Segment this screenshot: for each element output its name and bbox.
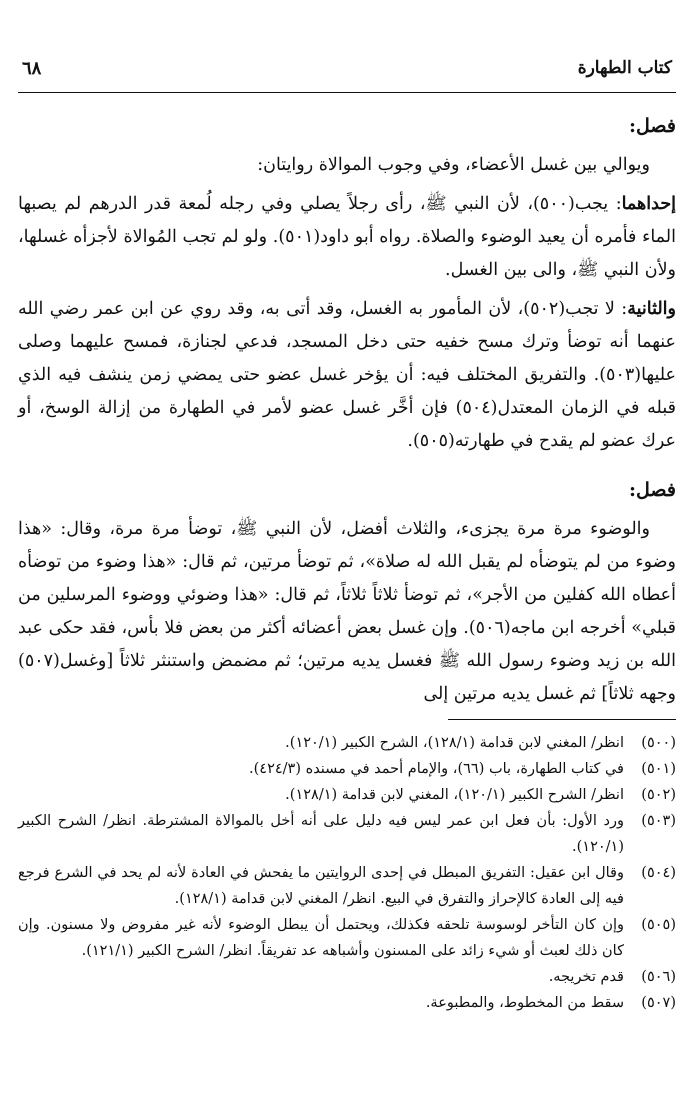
book-title: كتاب الطهارة [577,58,672,78]
narration-label-first: إحداهما [621,194,676,214]
section-heading: فصل: [629,479,676,501]
running-header [18,52,676,93]
footnote [18,860,676,912]
narration-label-second: والثانية [627,299,676,319]
section-heading: فصل: [629,115,676,137]
footnote-text: انظر/ المغني لابن قدامة (١٢٨/١)، الشرح الكبير (١٢٠/١). [285,735,624,751]
footnote-number: (٥٠٣) [641,813,676,829]
paragraph-intro: ويوالي بين غسل الأعضاء، وفي وجوب الموالاة روايتان: [257,155,650,175]
narration-text-first: : يجب(٥٠٠)، لأن النبي ﷺ، رأى رجلاً يصلي وفي رجله لُمعة قدر الدرهم لم يصبها الماء فأمره أن يعيد الوضوء والصلاة. رواه أبو داود(٥٠١). ولو لم تجب المُوالاة لأجزأه غسلها، ولأن النبي ﷺ، والى بين الغسل. [18,194,676,280]
footnote-number: (٥٠٥) [641,917,676,933]
footnote [18,990,676,1016]
footnote-number: (٥٠٤) [641,865,676,881]
footnote-number: (٥٠١) [641,761,676,777]
footnote-number: (٥٠٢) [641,787,676,803]
paragraph-first-narration [18,188,676,287]
footnote [18,808,676,860]
footnotes [18,730,676,1016]
footnote-text: وإن كان التأخر لوسوسة تلحقه فكذلك، ويحتمل أن يبطل الوضوء لأنه غير مفروض ولا مسنون. وإن كان ذلك لعبث أو شيء زائد على المسنون وأشباهه عد تفريقاً. انظر/ الشرح الكبير (١٢١/١). [18,917,624,959]
paragraph-wudu: والوضوء مرة مرة يجزىء، والثلاث أفضل، لأن النبي ﷺ، توضأ مرة مرة، وقال: «هذا وضوء من لم يتوضأه لم يقبل الله له صلاة»، ثم توضأ مرتين، ثم قال: «هذا وضوء من توضأه أعطاه الله كفلين من الأجر»، ثم توضأ ثلاثاً ثلاثاً، ثم قال: «هذا وضوئي ووضوء المرسلين من قبلي» أخرجه ابن ماجه(٥٠٦). وإن غسل بعض أعضائه أكثر من بعض فلا بأس، فقد حكى عبد الله بن زيد وضوء رسول الله ﷺ فغسل يديه مرتين؛ ثم مضمض واستنثر ثلاثاً [وغسل(٥٠٧) وجهه ثلاثاً] ثم غسل يديه مرتين إلى [18,519,677,704]
footnote-text: وقال ابن عقيل: التفريق المبطل في إحدى الروايتين ما يفحش في العادة لأنه لم يحد في الشرع فرجع فيه إلى العادة كالإحراز والتفرق في البيع. انظر/ المغني لابن قدامة (١٢٨/١). [18,865,624,907]
footnote [18,756,676,782]
footnote-number: (٥٠٦) [641,969,676,985]
footnote [18,730,676,756]
footnote [18,782,676,808]
main-text [18,110,676,717]
footnote-text: سقط من المخطوط، والمطبوعة. [425,995,624,1011]
footnote-text: في كتاب الطهارة، باب (٦٦)، والإمام أحمد في مسنده (٤٢٤/٣). [249,761,624,777]
footnote-text: قدم تخريجه. [548,969,624,985]
footnote [18,912,676,964]
footnote-number: (٥٠٠) [641,735,676,751]
paragraph-second-narration [18,293,676,458]
footnote-text: ورد الأول: بأن فعل ابن عمر ليس فيه دليل على أنه أخل بالموالاة المشترطة. انظر/ الشرح الكبير (١٢٠/١). [18,813,624,855]
footnote [18,964,676,990]
narration-text-second: : لا تجب(٥٠٢)، لأن المأمور به الغسل، وقد أتى به، وقد روي عن ابن عمر رضي الله عنهما أنه توضأ وترك مسح خفيه حتى دخل المسجد، فدعي لجنازة، فمسح عليهما وصلى عليها(٥٠٣). والتفريق المختلف فيه: أن يؤخر غسل عضو حتى يمضي زمن ينشف فيه الذي قبله في الزمان المعتدل(٥٠٤) فإن أخَّر غسل عضو لأمر في الطهارة من إزالة الوسخ، أو عرك عضو لم يقدح في طهارته(٥٠٥). [18,299,676,451]
spacer [18,464,676,474]
footnote-divider [448,719,676,720]
footnote-number: (٥٠٧) [641,995,676,1011]
page-number: ٦٨ [22,58,42,79]
footnote-text: انظر/ الشرح الكبير (١٢٠/١)، المغني لابن قدامة (١٢٨/١). [285,787,624,803]
